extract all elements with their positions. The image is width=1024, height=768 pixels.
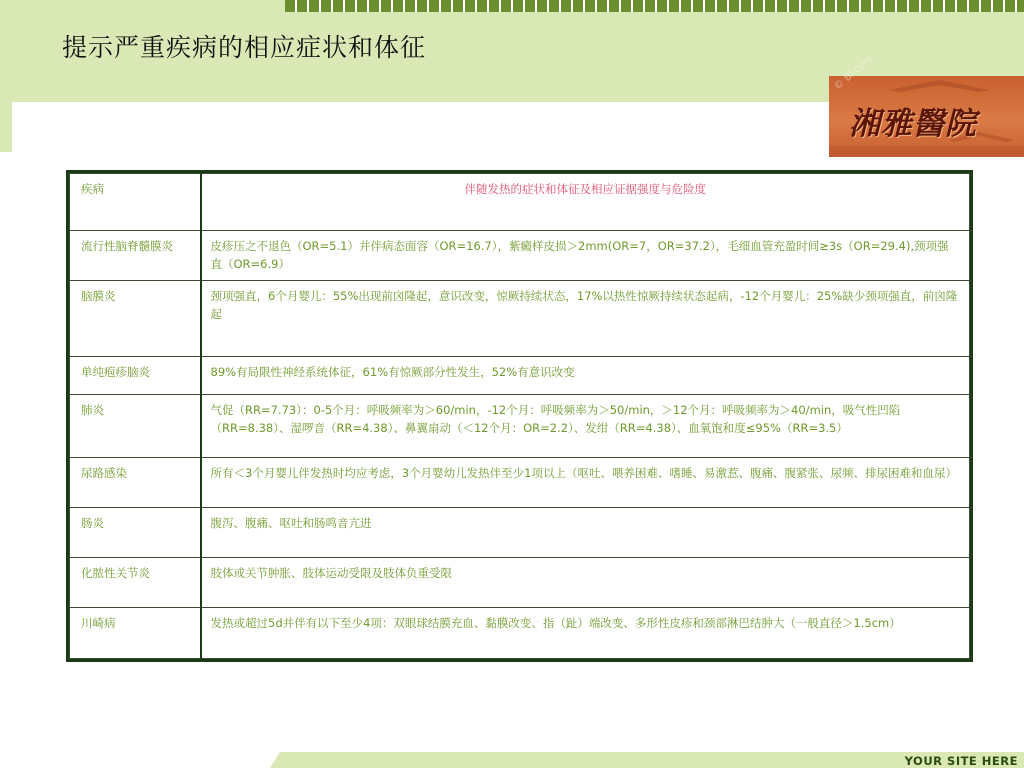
logo-watermark: © Bl.com (832, 53, 876, 93)
row-description: 皮疹压之不退色（OR=5.1）并伴病态面容（OR=16.7），紫癜样皮损＞2mm(OR=7，OR=37.2），毛细血管充盈时间≥3s（OR=29.4),颈项强直（OR=6.9） (201, 231, 970, 281)
row-disease: 化脓性关节炎 (70, 558, 201, 608)
table-header-description: 伴随发热的症状和体征及相应证据强度与危险度 (201, 174, 970, 231)
row-description: 所有＜3个月婴儿伴发热时均应考虑，3个月婴幼儿发热伴至少1项以上（呕吐、喂养困难、嗜睡、易激惹、腹痛、腹紧张、尿频、排尿困难和血尿） (201, 458, 970, 508)
table-row (70, 458, 970, 508)
row-description: 气促（RR=7.73）：0-5个月：呼吸频率为＞60/min，-12个月：呼吸频率为＞50/min，＞12个月：呼吸频率为＞40/min，吸气性凹陷（RR=8.38）、湿啰音（RR=4.38）、鼻翼扇动（＜12个月：OR=2.2）、发绀（RR=4.38）、血氧饱和度≤95%（RR=3.5） (201, 395, 970, 458)
row-description: 肢体或关节肿胀、肢体运动受限及肢体负重受限 (201, 558, 970, 608)
table-row (70, 558, 970, 608)
table-header-row (70, 174, 970, 231)
top-stripe-decoration (285, 0, 1024, 15)
symptom-table (66, 170, 973, 662)
row-disease: 流行性脑脊髓膜炎 (70, 231, 201, 281)
table-row (70, 608, 970, 659)
hospital-logo (829, 53, 1024, 157)
row-description: 发热或超过5d并伴有以下至少4项：双眼球结膜充血、黏膜改变、指（趾）端改变、多形性皮疹和颈部淋巴结肿大（一般直径＞1.5cm） (201, 608, 970, 659)
table-row (70, 395, 970, 458)
row-disease: 川崎病 (70, 608, 201, 659)
row-disease: 肺炎 (70, 395, 201, 458)
table-row (70, 508, 970, 558)
row-disease: 尿路感染 (70, 458, 201, 508)
table-row (70, 281, 970, 357)
table-row (70, 231, 970, 281)
row-disease: 脑膜炎 (70, 281, 201, 357)
table-row (70, 357, 970, 395)
row-disease: 肠炎 (70, 508, 201, 558)
page-title: 提示严重疾病的相应症状和体征 (62, 33, 427, 62)
footer-site-text: YOUR SITE HERE (904, 754, 1018, 768)
row-description: 腹泻、腹痛、呕吐和肠鸣音亢进 (201, 508, 970, 558)
row-description: 89%有局限性神经系统体征，61%有惊厥部分性发生，52%有意识改变 (201, 357, 970, 395)
left-background-band (0, 102, 12, 152)
table-header-disease: 疾病 (70, 174, 201, 231)
logo-text: 湘雅醫院 (849, 106, 977, 142)
row-disease: 单纯疱疹脑炎 (70, 357, 201, 395)
row-description: 颈项强直，6个月婴儿：55%出现前囟隆起，意识改变，惊厥持续状态，17%以热性惊厥持续状态起病，-12个月婴儿：25%缺少颈项强直，前囟隆起 (201, 281, 970, 357)
